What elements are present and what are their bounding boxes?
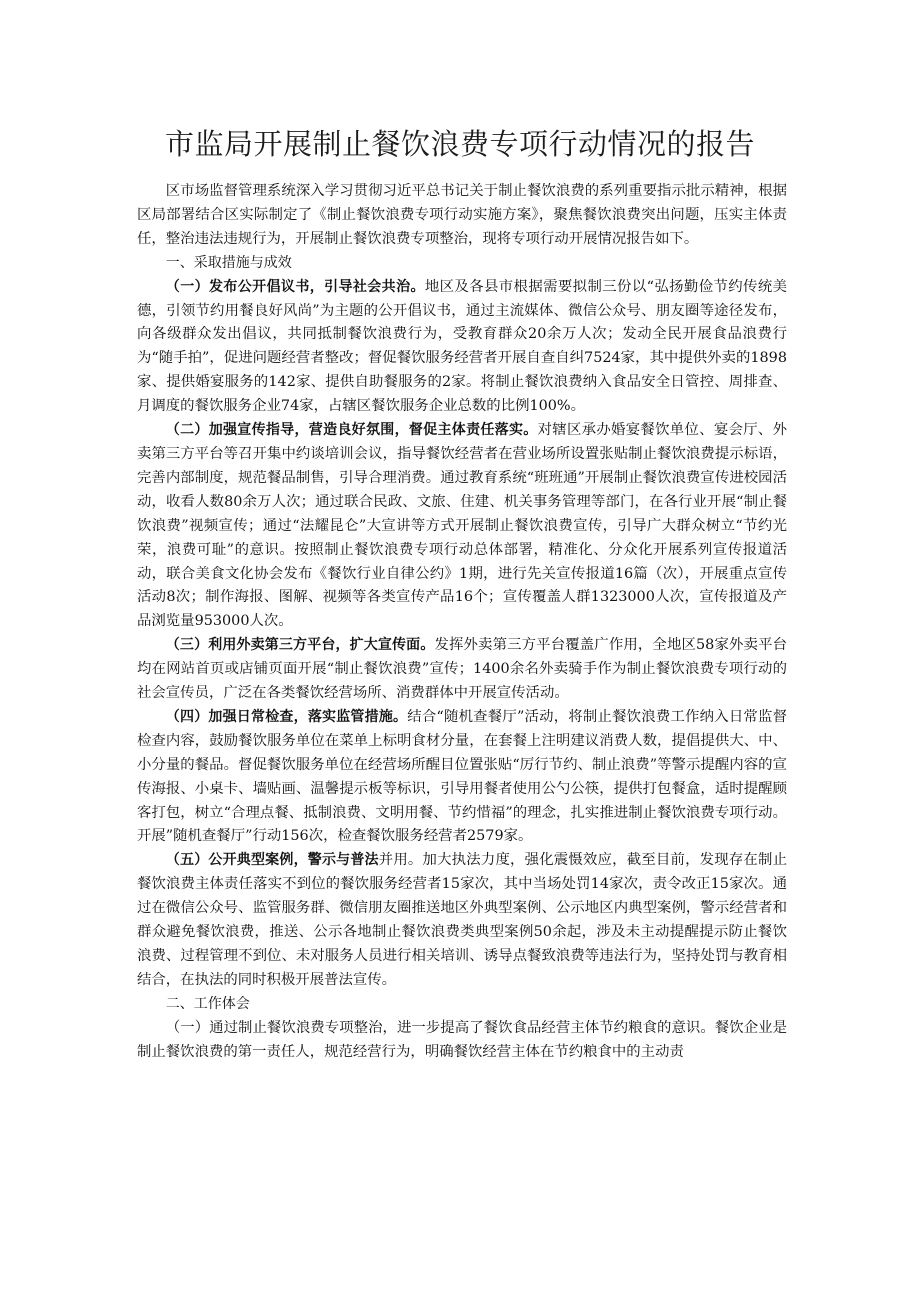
section-heading-2 — [137, 993, 787, 1017]
document-title: 市监局开展制止餐饮浪费专项行动情况的报告 — [164, 127, 755, 161]
measure-lead: （五）公开典型案例，警示与普法 — [165, 852, 379, 869]
measure-paragraph-5 — [137, 849, 787, 992]
experience-paragraph-1: （一）通过制止餐饮浪费专项整治，进一步提高了餐饮食品经营主体节约粮食的意识。餐饮企业是制止餐饮浪费的第一责任人，规范经营行为，明确餐饮经营主体在节约粮食中的主动责 — [137, 1019, 787, 1060]
measure-text: 并用。加大执法力度，强化震慑效应，截至目前，发现存在制止餐饮浪费主体责任落实不到位的餐饮服务经营者15家次，其中当场处罚14家次，责令改正15家次。通过在微信公众号、监管服务群、微信朋友圈推送地区外典型案例、公示地区内典型案例，警示经营者和群众避免餐饮浪费，推送、公示各地制止餐饮浪费类典型案例50余起，涉及未主动提醒提示防止餐饮浪费、过程管理不到位、未对服务人员进行相关培训、诱导点餐致浪费等违法行为，坚持处罚与教育相结合，在执法的同时积极开展普法宣传。 — [137, 852, 787, 988]
measure-paragraph-4 — [137, 706, 787, 849]
document-body — [137, 180, 787, 1065]
measure-lead: （三）利用外卖第三方平台，扩大宣传面。 — [165, 637, 435, 654]
measure-paragraph-3 — [137, 634, 787, 706]
measure-paragraph-2 — [137, 419, 787, 634]
measure-lead: （四）加强日常检查，落实监管措施。 — [165, 708, 408, 725]
measure-lead: （一）发布公开倡议书，引导社会共治。 — [165, 278, 425, 295]
section-heading-1 — [137, 252, 787, 276]
measure-text: 发挥外卖第三方平台覆盖广作用，全地区58家外卖平台均在网站首页或店铺页面开展“制止餐饮浪费”宣传；1400余名外卖骑手作为制止餐饮浪费专项行动的社会宣传员，广泛在各类餐饮经营场所、消费群体中开展宣传活动。 — [137, 637, 787, 702]
measure-lead: （二）加强宣传指导，营造良好氛围，督促主体责任落实。 — [165, 422, 538, 439]
intro-paragraph: 区市场监督管理系统深入学习贯彻习近平总书记关于制止餐饮浪费的系列重要指示批示精神，根据区局部署结合区实际制定了《制止餐饮浪费专项行动实施方案》，聚焦餐饮浪费突出问题，压实主体责任，整治违法违规行为，开展制止餐饮浪费专项整治，现将专项行动开展情况报告如下。 — [137, 183, 787, 247]
measure-text: 结合“随机查餐厅”活动，将制止餐饮浪费工作纳入日常监督检查内容，鼓励餐饮服务单位在菜单上标明食材分量，在套餐上注明建议消费人数，提倡提供大、中、小分量的餐品。督促餐饮服务单位在经营场所醒目位置张贴“厉行节约、制止浪费”等警示提醒内容的宣传海报、小桌卡、墙贴画、温馨提示板等标识，引导用餐者使用公勺公筷，提供打包餐盒，适时提醒顾客打包，树立“合理点餐、抵制浪费、文明用餐、节约惜福”的理念，扎实推进制止餐饮浪费专项行动。开展”随机查餐厅”行动156次，检查餐饮服务经营者2579家。 — [137, 708, 788, 845]
section-heading-text: 一、采取措施与成效 — [165, 254, 292, 271]
measure-text: 地区及各县市根据需要拟制三份以“弘扬勤俭节约传统美德，引领节约用餐良好风尚”为主题的公开倡议书，通过主流媒体、微信公众号、朋友圈等途径发布，向各级群众发出倡议，共同抵制餐饮浪费行为，受教育群众20余万人次；发动全民开展食品浪费行为“随手拍”，促进问题经营者整改；督促餐饮服务经营者开展自查自纠7524家，其中提供外卖的1898家、提供婚宴服务的142家、提供自助餐服务的2家。将制止餐饮浪费纳入食品安全日管控、周排查、月调度的餐饮服务企业74家，占辖区餐饮服务企业总数的比例100%。 — [137, 278, 788, 415]
section-heading-text: 二、工作体会 — [165, 995, 250, 1012]
measure-paragraph-1 — [137, 276, 787, 419]
measure-text: 对辖区承办婚宴餐饮单位、宴会厅、外卖第三方平台等召开集中约谈培训会议，指导餐饮经营者在营业场所设置张贴制止餐饮浪费提示标语，完善内部制度，规范餐品制售，引导合理消费。通过教育系统“班班通”开展制止餐饮浪费宣传进校园活动，收看人数80余万人次；通过联合民政、文旅、住建、机关事务管理等部门，在各行业开展“制止餐饮浪费”视频宣传；通过“法耀昆仑”大宣讲等方式开展制止餐饮浪费宣传，引导广大群众树立“节约光荣，浪费可耻”的意识。按照制止餐饮浪费专项行动总体部署，精准化、分众化开展系列宣传报道活动，联合美食文化协会发布《餐饮行业自律公约》1期，进行先关宣传报道16篇（次），开展重点宣传活动8次；制作海报、图解、视频等各类宣传产品16个；宣传覆盖人群1323000人次，宣传报道及产品浏览量953000人次。 — [137, 422, 787, 630]
